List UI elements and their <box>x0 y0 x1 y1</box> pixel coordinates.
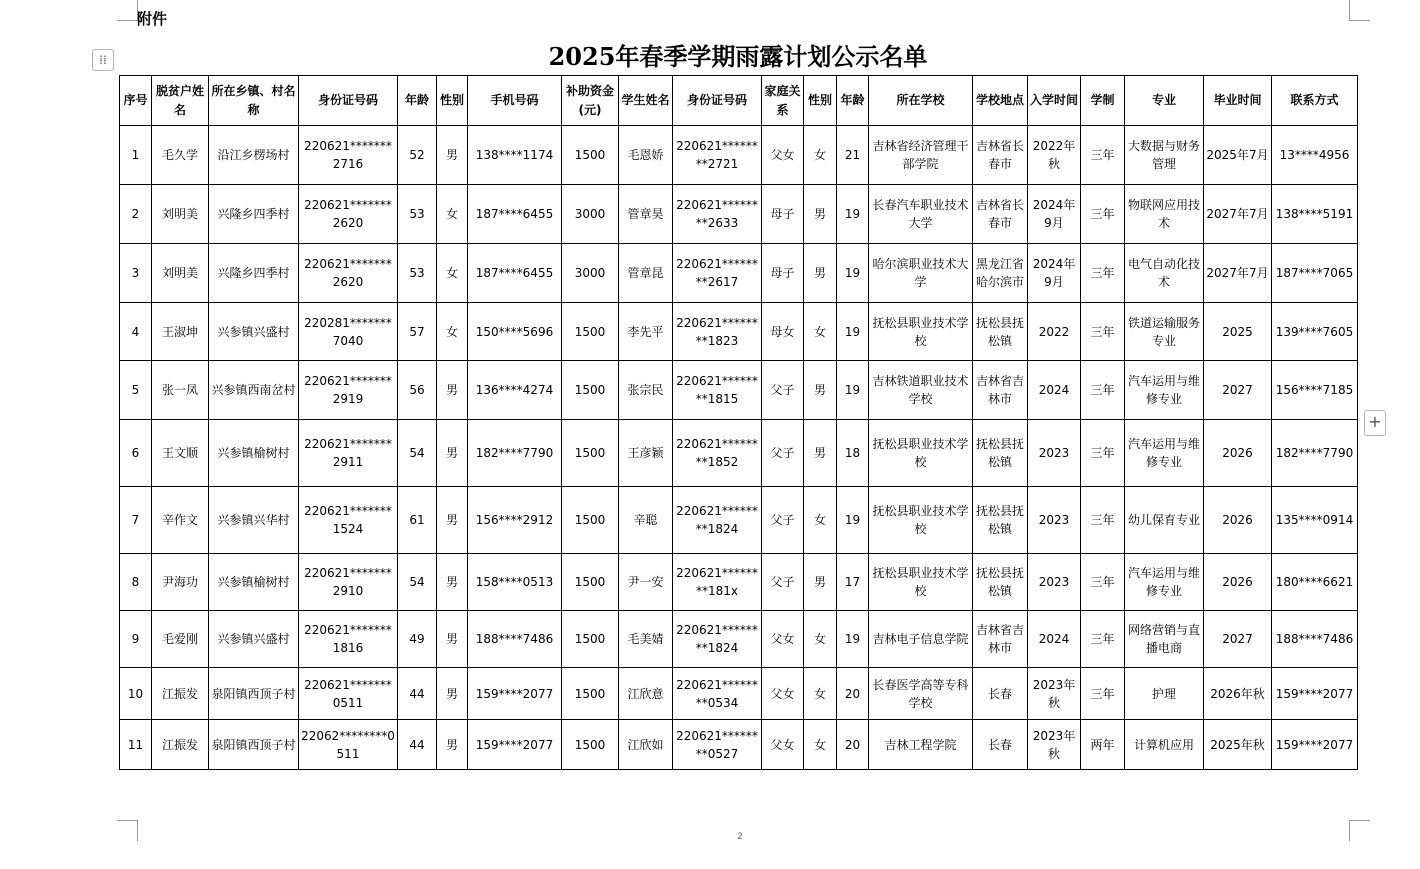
cell-col-major: 物联网应用技术 <box>1125 185 1204 244</box>
cell-col-household-gender: 女 <box>437 244 468 303</box>
cell-col-major: 电气自动化技术 <box>1125 244 1204 303</box>
cell-col-contact: 138****5191 <box>1272 185 1358 244</box>
cell-col-program-length: 三年 <box>1081 361 1125 420</box>
cell-col-relation: 父子 <box>762 361 804 420</box>
table-header-row <box>120 76 1358 126</box>
cell-col-household-gender: 男 <box>437 611 468 668</box>
cell-col-student-gender: 女 <box>804 126 837 185</box>
cell-col-contact: 156****7185 <box>1272 361 1358 420</box>
cell-col-village: 泉阳镇西顶子村 <box>209 668 299 720</box>
cell-col-school-location: 吉林省长春市 <box>973 185 1028 244</box>
crop-mark-bottom-right <box>1349 820 1370 841</box>
cell-col-village: 兴隆乡四季村 <box>209 244 299 303</box>
document-title: 2025年春季学期雨露计划公示名单 <box>548 42 928 71</box>
cell-col-student-age: 20 <box>837 668 869 720</box>
cell-col-relation: 父女 <box>762 668 804 720</box>
cell-col-household-id: 220621*******2919 <box>299 361 398 420</box>
cell-col-contact: 187****7065 <box>1272 244 1358 303</box>
cell-col-phone: 182****7790 <box>468 420 562 487</box>
cell-col-student-name: 尹一安 <box>619 554 673 611</box>
cell-col-program-length: 三年 <box>1081 668 1125 720</box>
cell-col-relation: 母子 <box>762 185 804 244</box>
cell-col-student-id: 220621********1852 <box>673 420 762 487</box>
cell-col-subsidy: 3000 <box>562 244 619 303</box>
cell-col-relation: 母子 <box>762 244 804 303</box>
cell-col-index: 7 <box>120 487 152 554</box>
cell-col-household-name: 毛爱刚 <box>152 611 209 668</box>
cell-col-student-age: 19 <box>837 303 869 361</box>
cell-col-school-location: 吉林省吉林市 <box>973 611 1028 668</box>
cell-col-subsidy: 1500 <box>562 487 619 554</box>
crop-mark-bottom-left <box>117 820 138 841</box>
crop-mark-top-right <box>1349 0 1370 21</box>
cell-col-student-gender: 男 <box>804 420 837 487</box>
header-col-subsidy: 补助资金(元) <box>562 76 619 126</box>
cell-col-school-location: 长春 <box>973 720 1028 770</box>
cell-col-subsidy: 1500 <box>562 668 619 720</box>
cell-col-graduation: 2027 <box>1204 361 1272 420</box>
cell-col-school-location: 长春 <box>973 668 1028 720</box>
cell-col-phone: 159****2077 <box>468 720 562 770</box>
cell-col-program-length: 三年 <box>1081 611 1125 668</box>
cell-col-household-name: 刘明美 <box>152 185 209 244</box>
cell-col-household-name: 江振发 <box>152 668 209 720</box>
cell-col-contact: 182****7790 <box>1272 420 1358 487</box>
cell-col-student-age: 19 <box>837 361 869 420</box>
cell-col-enroll-time: 2023 <box>1028 420 1081 487</box>
cell-col-relation: 父子 <box>762 554 804 611</box>
cell-col-subsidy: 1500 <box>562 611 619 668</box>
cell-col-household-gender: 女 <box>437 185 468 244</box>
cell-col-student-age: 19 <box>837 244 869 303</box>
cell-col-graduation: 2026 <box>1204 420 1272 487</box>
cell-col-household-name: 张一凤 <box>152 361 209 420</box>
cell-col-index: 5 <box>120 361 152 420</box>
cell-col-student-age: 18 <box>837 420 869 487</box>
cell-col-graduation: 2027 <box>1204 611 1272 668</box>
cell-col-index: 3 <box>120 244 152 303</box>
add-column-button[interactable] <box>1364 410 1386 436</box>
cell-col-household-gender: 男 <box>437 126 468 185</box>
cell-col-household-id: 220621*******2716 <box>299 126 398 185</box>
cell-col-student-id: 220621********1824 <box>673 487 762 554</box>
header-col-student-gender: 性别 <box>804 76 837 126</box>
cell-col-program-length: 三年 <box>1081 303 1125 361</box>
cell-col-major: 汽车运用与维修专业 <box>1125 554 1204 611</box>
cell-col-household-name: 辛作文 <box>152 487 209 554</box>
cell-col-household-gender: 女 <box>437 303 468 361</box>
header-col-household-name: 脱贫户姓名 <box>152 76 209 126</box>
table-row <box>120 126 1358 185</box>
cell-col-graduation: 2025年7月 <box>1204 126 1272 185</box>
cell-col-student-id: 220621********1823 <box>673 303 762 361</box>
cell-col-student-gender: 女 <box>804 720 837 770</box>
cell-col-village: 泉阳镇西顶子村 <box>209 720 299 770</box>
page-number: 2 <box>737 832 743 842</box>
cell-col-program-length: 三年 <box>1081 126 1125 185</box>
cell-col-household-age: 44 <box>398 668 437 720</box>
cell-col-household-age: 49 <box>398 611 437 668</box>
cell-col-student-id: 220621********2633 <box>673 185 762 244</box>
cell-col-major: 计算机应用 <box>1125 720 1204 770</box>
cell-col-household-gender: 男 <box>437 720 468 770</box>
header-col-enroll-time: 入学时间 <box>1028 76 1081 126</box>
header-col-village: 所在乡镇、村名称 <box>209 76 299 126</box>
plus-icon: + <box>1368 412 1382 431</box>
header-col-index: 序号 <box>120 76 152 126</box>
cell-col-contact: 188****7486 <box>1272 611 1358 668</box>
cell-col-household-id: 220621*******2620 <box>299 185 398 244</box>
crop-mark-top-left <box>117 0 138 21</box>
cell-col-household-name: 毛久学 <box>152 126 209 185</box>
cell-col-index: 10 <box>120 668 152 720</box>
cell-col-major: 汽车运用与维修专业 <box>1125 361 1204 420</box>
header-col-student-id: 身份证号码 <box>673 76 762 126</box>
cell-col-school: 抚松县职业技术学校 <box>869 303 973 361</box>
cell-col-student-age: 17 <box>837 554 869 611</box>
cell-col-program-length: 三年 <box>1081 487 1125 554</box>
table-row <box>120 303 1358 361</box>
header-col-program-length: 学制 <box>1081 76 1125 126</box>
table-row <box>120 554 1358 611</box>
cell-col-school: 抚松县职业技术学校 <box>869 420 973 487</box>
cell-col-school: 长春医学高等专科学校 <box>869 668 973 720</box>
cell-col-village: 兴参镇西南岔村 <box>209 361 299 420</box>
header-col-student-age: 年龄 <box>837 76 869 126</box>
table-row <box>120 185 1358 244</box>
cell-col-household-id: 220621*******1816 <box>299 611 398 668</box>
cell-col-school: 长春汽车职业技术大学 <box>869 185 973 244</box>
cell-col-index: 4 <box>120 303 152 361</box>
attachment-label: 附件 <box>137 10 168 28</box>
cell-col-student-age: 21 <box>837 126 869 185</box>
table-row <box>120 611 1358 668</box>
cell-col-student-gender: 女 <box>804 487 837 554</box>
cell-col-enroll-time: 2022 <box>1028 303 1081 361</box>
cell-col-enroll-time: 2022年秋 <box>1028 126 1081 185</box>
cell-col-student-id: 220621********2617 <box>673 244 762 303</box>
cell-col-subsidy: 1500 <box>562 554 619 611</box>
cell-col-index: 8 <box>120 554 152 611</box>
cell-col-village: 兴参镇兴盛村 <box>209 303 299 361</box>
table-row <box>120 244 1358 303</box>
cell-col-phone: 159****2077 <box>468 668 562 720</box>
cell-col-household-name: 尹海功 <box>152 554 209 611</box>
cell-col-school: 吉林省经济管理干部学院 <box>869 126 973 185</box>
cell-col-student-id: 220621********2721 <box>673 126 762 185</box>
cell-col-index: 9 <box>120 611 152 668</box>
cell-col-contact: 159****2077 <box>1272 720 1358 770</box>
cell-col-student-id: 220621********1815 <box>673 361 762 420</box>
cell-col-school-location: 抚松县抚松镇 <box>973 420 1028 487</box>
cell-col-relation: 父子 <box>762 420 804 487</box>
cell-col-index: 2 <box>120 185 152 244</box>
header-col-household-id: 身份证号码 <box>299 76 398 126</box>
cell-col-household-age: 57 <box>398 303 437 361</box>
cell-col-village: 兴参镇兴华村 <box>209 487 299 554</box>
cell-col-relation: 父女 <box>762 126 804 185</box>
cell-col-household-name: 王淑坤 <box>152 303 209 361</box>
cell-col-index: 1 <box>120 126 152 185</box>
cell-col-village: 兴参镇榆树村 <box>209 554 299 611</box>
cell-col-village: 兴参镇榆树村 <box>209 420 299 487</box>
cell-col-phone: 158****0513 <box>468 554 562 611</box>
cell-col-school: 吉林工程学院 <box>869 720 973 770</box>
cell-col-relation: 母女 <box>762 303 804 361</box>
cell-col-student-age: 20 <box>837 720 869 770</box>
cell-col-subsidy: 3000 <box>562 185 619 244</box>
roster-table <box>119 75 1358 770</box>
cell-col-relation: 父女 <box>762 720 804 770</box>
header-col-relation: 家庭关系 <box>762 76 804 126</box>
cell-col-subsidy: 1500 <box>562 126 619 185</box>
cell-col-subsidy: 1500 <box>562 303 619 361</box>
cell-col-household-id: 220621*******0511 <box>299 668 398 720</box>
cell-col-relation: 父女 <box>762 611 804 668</box>
cell-col-village: 沿江乡楞场村 <box>209 126 299 185</box>
cell-col-graduation: 2025 <box>1204 303 1272 361</box>
cell-col-household-gender: 男 <box>437 487 468 554</box>
cell-col-phone: 136****4274 <box>468 361 562 420</box>
cell-col-village: 兴参镇兴盛村 <box>209 611 299 668</box>
cell-col-household-id: 220621*******1524 <box>299 487 398 554</box>
cell-col-program-length: 三年 <box>1081 185 1125 244</box>
cell-col-major: 大数据与财务管理 <box>1125 126 1204 185</box>
cell-col-household-age: 53 <box>398 244 437 303</box>
cell-col-relation: 父子 <box>762 487 804 554</box>
cell-col-school: 抚松县职业技术学校 <box>869 554 973 611</box>
cell-col-school-location: 抚松县抚松镇 <box>973 554 1028 611</box>
cell-col-program-length: 三年 <box>1081 244 1125 303</box>
table-row <box>120 487 1358 554</box>
cell-col-program-length: 三年 <box>1081 554 1125 611</box>
cell-col-student-id: 220621********0527 <box>673 720 762 770</box>
cell-col-village: 兴隆乡四季村 <box>209 185 299 244</box>
cell-col-household-name: 江振发 <box>152 720 209 770</box>
cell-col-household-name: 刘明美 <box>152 244 209 303</box>
cell-col-student-name: 毛恩娇 <box>619 126 673 185</box>
cell-col-graduation: 2026年秋 <box>1204 668 1272 720</box>
header-col-household-age: 年龄 <box>398 76 437 126</box>
cell-col-enroll-time: 2024 <box>1028 361 1081 420</box>
cell-col-student-gender: 男 <box>804 185 837 244</box>
cell-col-student-name: 管章昊 <box>619 185 673 244</box>
cell-col-household-age: 61 <box>398 487 437 554</box>
header-col-phone: 手机号码 <box>468 76 562 126</box>
cell-col-subsidy: 1500 <box>562 720 619 770</box>
cell-col-phone: 138****1174 <box>468 126 562 185</box>
cell-col-household-age: 54 <box>398 554 437 611</box>
table-row <box>120 720 1358 770</box>
cell-col-graduation: 2025年秋 <box>1204 720 1272 770</box>
cell-col-school-location: 吉林省吉林市 <box>973 361 1028 420</box>
cell-col-student-gender: 女 <box>804 668 837 720</box>
cell-col-student-age: 19 <box>837 487 869 554</box>
cell-col-school: 吉林电子信息学院 <box>869 611 973 668</box>
cell-col-enroll-time: 2023年秋 <box>1028 668 1081 720</box>
header-col-student-name: 学生姓名 <box>619 76 673 126</box>
cell-col-phone: 187****6455 <box>468 185 562 244</box>
cell-col-student-name: 毛美婧 <box>619 611 673 668</box>
cell-col-household-id: 22062********0511 <box>299 720 398 770</box>
cell-col-household-age: 44 <box>398 720 437 770</box>
header-col-major: 专业 <box>1125 76 1204 126</box>
cell-col-major: 护理 <box>1125 668 1204 720</box>
cell-col-school-location: 黑龙江省哈尔滨市 <box>973 244 1028 303</box>
header-col-household-gender: 性别 <box>437 76 468 126</box>
table-move-handle[interactable] <box>92 49 114 71</box>
cell-col-student-id: 220621********1824 <box>673 611 762 668</box>
cell-col-enroll-time: 2023年秋 <box>1028 720 1081 770</box>
cell-col-graduation: 2027年7月 <box>1204 244 1272 303</box>
cell-col-household-name: 王文顺 <box>152 420 209 487</box>
cell-col-subsidy: 1500 <box>562 361 619 420</box>
cell-col-household-id: 220281*******7040 <box>299 303 398 361</box>
header-col-school: 所在学校 <box>869 76 973 126</box>
cell-col-student-id: 220621********181x <box>673 554 762 611</box>
header-col-school-location: 学校地点 <box>973 76 1028 126</box>
cell-col-graduation: 2027年7月 <box>1204 185 1272 244</box>
cell-col-phone: 156****2912 <box>468 487 562 554</box>
cell-col-household-gender: 男 <box>437 361 468 420</box>
cell-col-student-name: 李先平 <box>619 303 673 361</box>
cell-col-student-age: 19 <box>837 611 869 668</box>
table-body <box>120 126 1358 770</box>
cell-col-household-id: 220621*******2620 <box>299 244 398 303</box>
cell-col-contact: 159****2077 <box>1272 668 1358 720</box>
cell-col-student-name: 江欣如 <box>619 720 673 770</box>
cell-col-graduation: 2026 <box>1204 487 1272 554</box>
cell-col-contact: 135****0914 <box>1272 487 1358 554</box>
cell-col-student-id: 220621********0534 <box>673 668 762 720</box>
cell-col-household-age: 53 <box>398 185 437 244</box>
cell-col-school: 哈尔滨职业技术大学 <box>869 244 973 303</box>
cell-col-contact: 139****7605 <box>1272 303 1358 361</box>
cell-col-household-age: 52 <box>398 126 437 185</box>
table-row <box>120 361 1358 420</box>
cell-col-student-gender: 女 <box>804 303 837 361</box>
cell-col-enroll-time: 2024 <box>1028 611 1081 668</box>
cell-col-contact: 13****4956 <box>1272 126 1358 185</box>
move-handle-icon: ⁞⁞ <box>99 53 107 67</box>
cell-col-contact: 180****6621 <box>1272 554 1358 611</box>
cell-col-student-name: 张宗民 <box>619 361 673 420</box>
table-row <box>120 420 1358 487</box>
cell-col-school: 吉林铁道职业技术学校 <box>869 361 973 420</box>
cell-col-program-length: 三年 <box>1081 420 1125 487</box>
cell-col-phone: 150****5696 <box>468 303 562 361</box>
cell-col-student-gender: 男 <box>804 244 837 303</box>
cell-col-index: 11 <box>120 720 152 770</box>
cell-col-major: 网络营销与直播电商 <box>1125 611 1204 668</box>
cell-col-enroll-time: 2024年9月 <box>1028 185 1081 244</box>
cell-col-household-gender: 男 <box>437 668 468 720</box>
cell-col-student-name: 江欣意 <box>619 668 673 720</box>
cell-col-household-id: 220621*******2911 <box>299 420 398 487</box>
cell-col-enroll-time: 2023 <box>1028 487 1081 554</box>
cell-col-student-name: 王彦颖 <box>619 420 673 487</box>
cell-col-school-location: 吉林省长春市 <box>973 126 1028 185</box>
cell-col-phone: 187****6455 <box>468 244 562 303</box>
cell-col-student-name: 管章昆 <box>619 244 673 303</box>
cell-col-school-location: 抚松县抚松镇 <box>973 303 1028 361</box>
cell-col-household-age: 56 <box>398 361 437 420</box>
cell-col-school: 抚松县职业技术学校 <box>869 487 973 554</box>
table-row <box>120 668 1358 720</box>
header-col-contact: 联系方式 <box>1272 76 1358 126</box>
header-col-graduation: 毕业时间 <box>1204 76 1272 126</box>
cell-col-student-gender: 男 <box>804 554 837 611</box>
cell-col-household-id: 220621*******2910 <box>299 554 398 611</box>
cell-col-student-name: 辛聪 <box>619 487 673 554</box>
cell-col-school-location: 抚松县抚松镇 <box>973 487 1028 554</box>
cell-col-index: 6 <box>120 420 152 487</box>
cell-col-enroll-time: 2023 <box>1028 554 1081 611</box>
cell-col-phone: 188****7486 <box>468 611 562 668</box>
cell-col-program-length: 两年 <box>1081 720 1125 770</box>
cell-col-student-gender: 女 <box>804 611 837 668</box>
cell-col-student-gender: 男 <box>804 361 837 420</box>
cell-col-major: 铁道运输服务专业 <box>1125 303 1204 361</box>
cell-col-major: 幼儿保育专业 <box>1125 487 1204 554</box>
cell-col-subsidy: 1500 <box>562 420 619 487</box>
cell-col-enroll-time: 2024年9月 <box>1028 244 1081 303</box>
cell-col-household-age: 54 <box>398 420 437 487</box>
cell-col-student-age: 19 <box>837 185 869 244</box>
cell-col-graduation: 2026 <box>1204 554 1272 611</box>
cell-col-household-gender: 男 <box>437 554 468 611</box>
cell-col-household-gender: 男 <box>437 420 468 487</box>
cell-col-major: 汽车运用与维修专业 <box>1125 420 1204 487</box>
